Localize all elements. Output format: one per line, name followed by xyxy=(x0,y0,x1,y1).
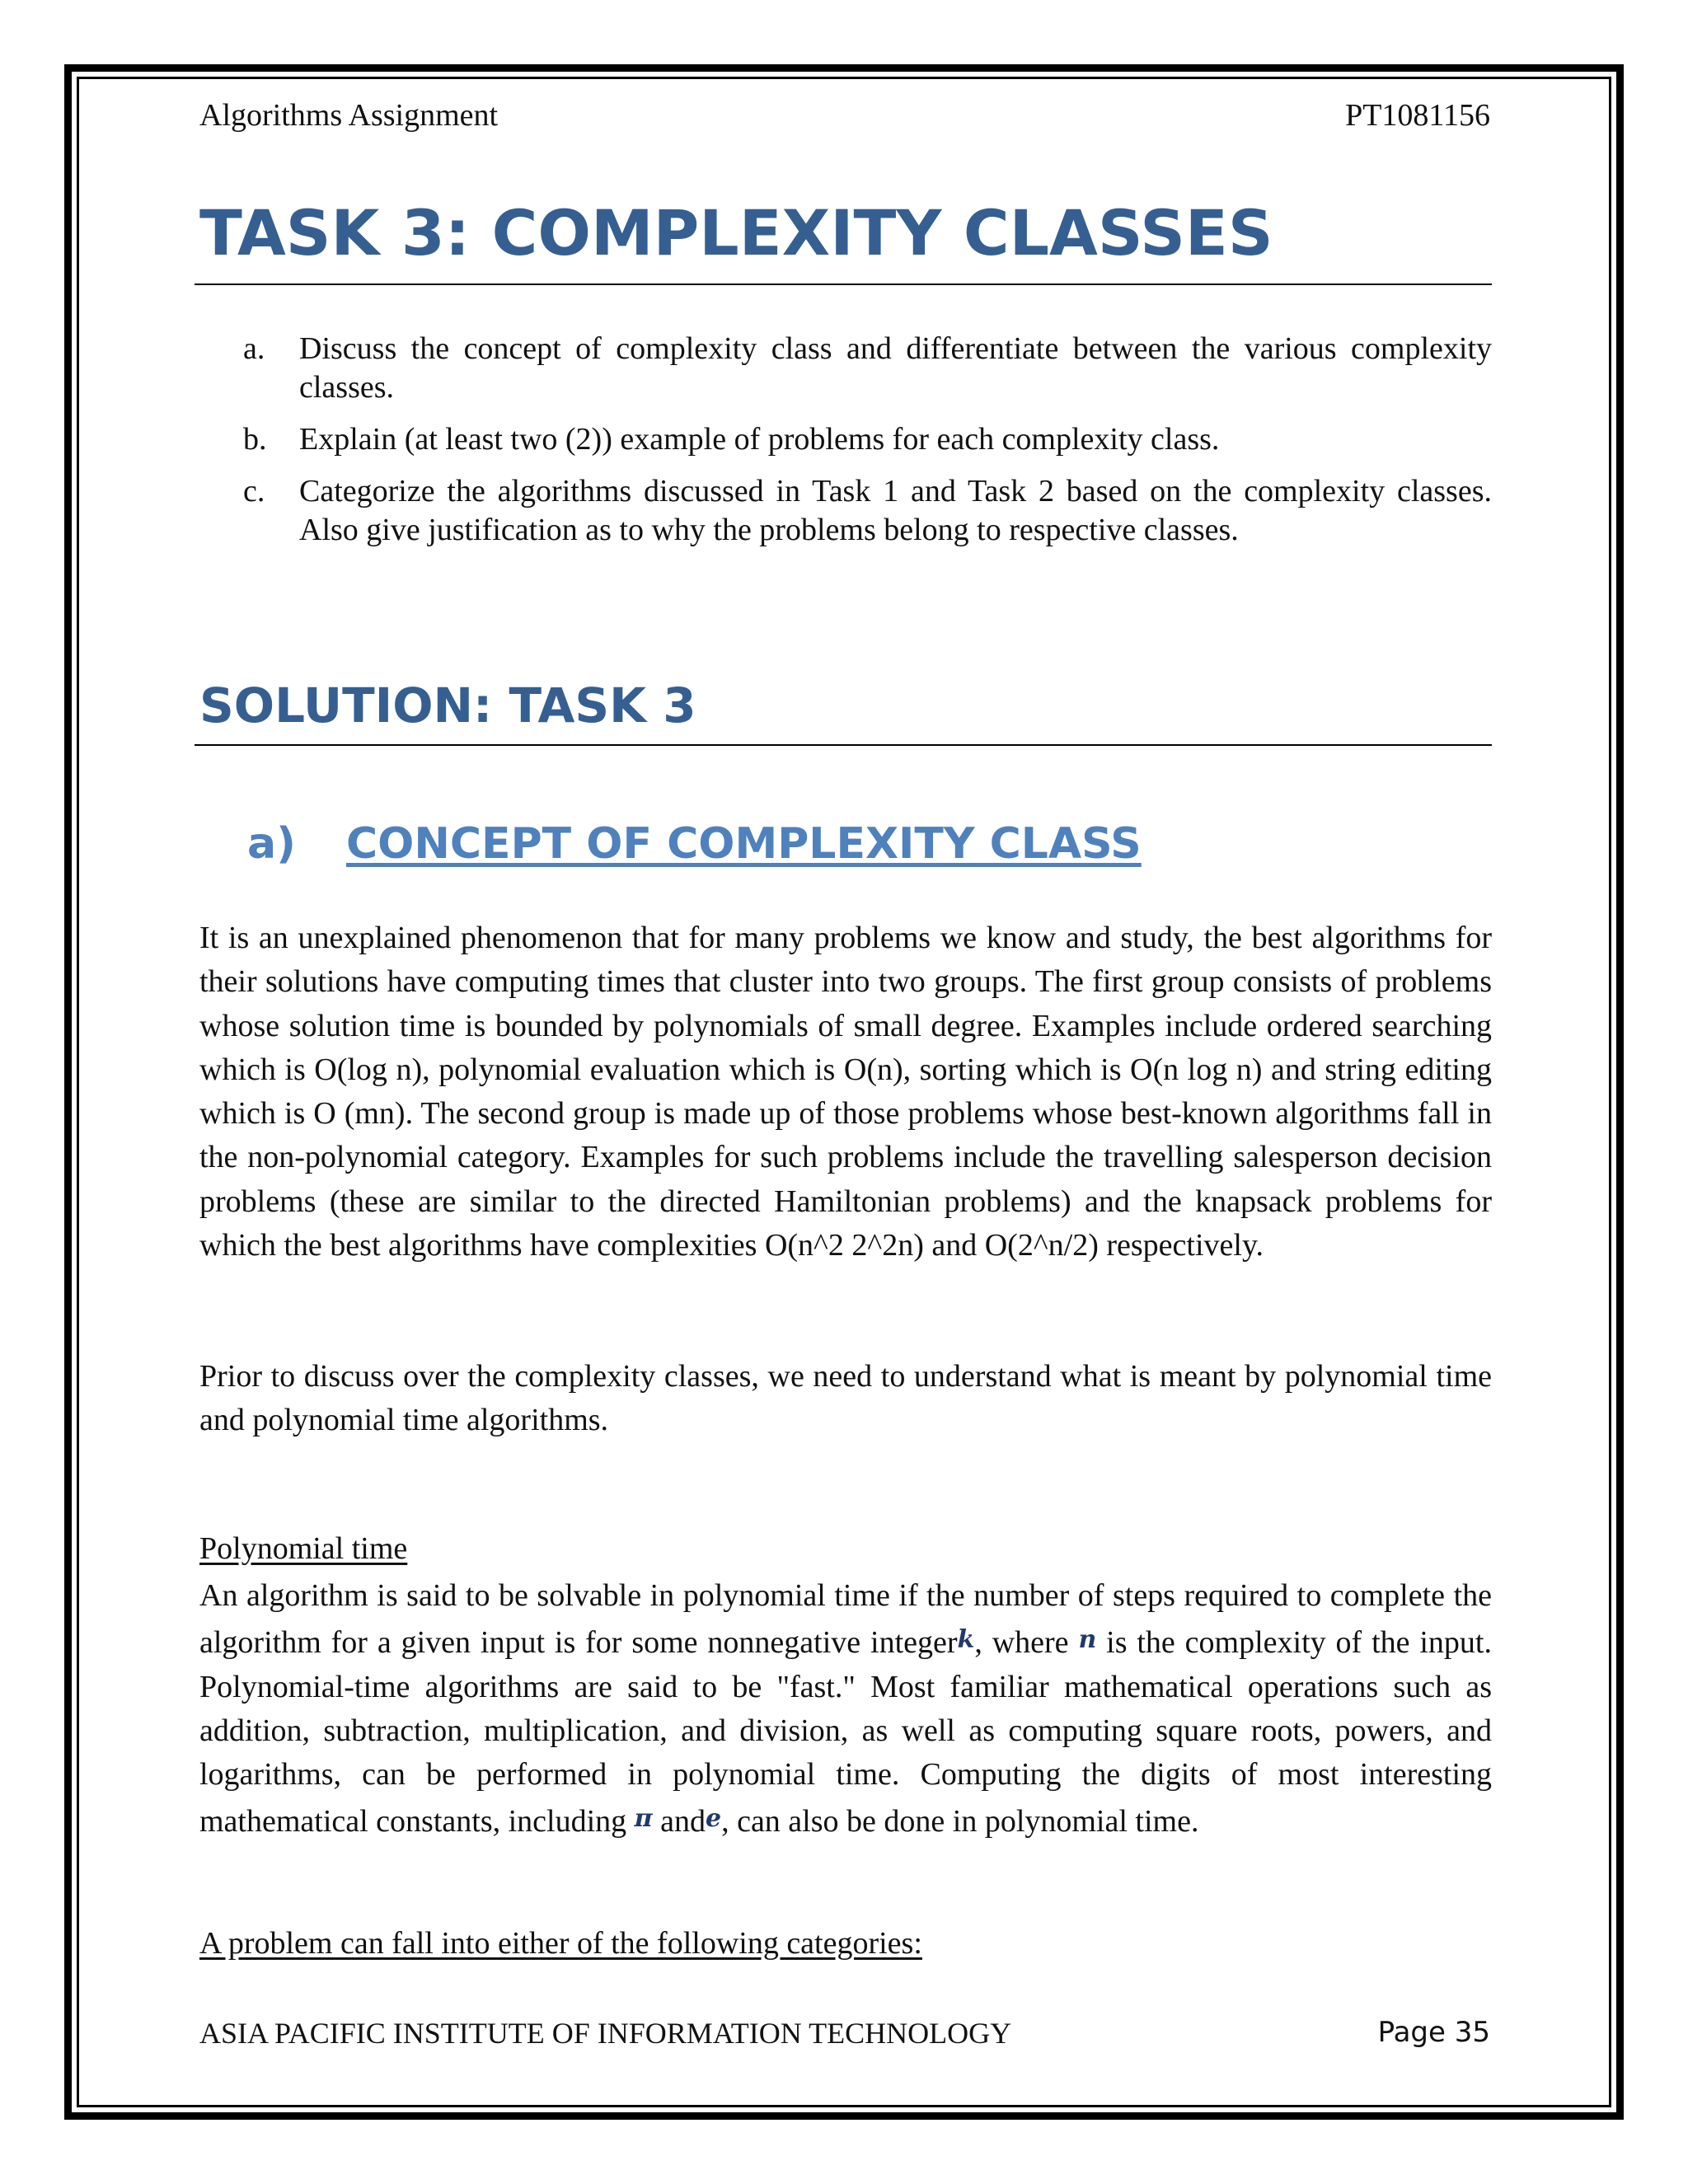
question-text: Categorize the algorithms discussed in Task 1 and Task 2 based on the complexity classes. Also give justification as to why the problems belong to respective classes. xyxy=(299,474,1492,547)
paragraph-text: is the complexity of the input. Polynomial-time algorithms are said to be "fast." Most familiar mathematical operations such as addition, subtraction, multiplication, and division, as well as computing square roots, powers, and logarithms, can be performed in polynomial time. Computing the digits of most interesting mathematical constants, including xyxy=(199,1625,1492,1840)
categories-heading: A problem can fall into either of the following categories: xyxy=(199,1926,922,1961)
question-text: Explain (at least two (2)) example of problems for each complexity class. xyxy=(299,422,1220,457)
paragraph-text: , can also be done in polynomial time. xyxy=(721,1804,1199,1840)
paragraph-text: An algorithm is said to be solvable in polynomial time if the number of steps required to complete the algorithm for a given input is for some nonnegative integer xyxy=(199,1578,1492,1661)
solution-title: SOLUTION: TASK 3 xyxy=(199,677,696,733)
k-symbol: k xyxy=(957,1625,975,1655)
solution-divider xyxy=(195,744,1492,746)
n-symbol: n xyxy=(1078,1625,1097,1655)
pi-symbol: π xyxy=(634,1804,653,1834)
polynomial-time-paragraph xyxy=(199,1574,1492,1844)
question-list xyxy=(243,330,1492,563)
section-marker: a) xyxy=(247,819,296,869)
intro-paragraph: It is an unexplained phenomenon that for many problems we know and study, the best algorithms for their solutions have computing times that cluster into two groups. The first group consists of problems whose solution time is bounded by polynomials of small degree. Examples include ordered searching which is O(log n), polynomial evaluation which is O(n), sorting which is O(n log n) and string editing which is O (mn). The second group is made up of those problems whose best-known algorithms fall in the non-polynomial category. Examples for such problems include the travelling salesperson decision problems (these are similar to the directed Hamiltonian problems) and the knapsack problems for which the best algorithms have complexities O(n^2 2^2n) and O(2^n/2) respectively. xyxy=(199,921,1492,1263)
footer-institute: ASIA PACIFIC INSTITUTE OF INFORMATION TECHNOLOGY xyxy=(199,2017,1012,2050)
prior-paragraph: Prior to discuss over the complexity classes, we need to understand what is meant by polynomial time and polynomial time algorithms. xyxy=(199,1359,1492,1438)
question-item xyxy=(243,330,1492,407)
question-item xyxy=(243,472,1492,550)
question-marker: a. xyxy=(243,331,265,366)
question-item xyxy=(243,420,1492,459)
header-course-title: Algorithms Assignment xyxy=(199,98,499,133)
task-title: TASK 3: COMPLEXITY CLASSES xyxy=(199,196,1273,269)
polynomial-time-heading: Polynomial time xyxy=(199,1531,408,1566)
e-symbol: e xyxy=(705,1804,722,1834)
question-marker: c. xyxy=(243,474,265,509)
footer-page-number: Page 35 xyxy=(1377,2016,1490,2049)
paragraph-text: and xyxy=(652,1804,706,1840)
question-marker: b. xyxy=(243,422,267,457)
paragraph-text: , where xyxy=(974,1625,1079,1661)
header-student-id: PT1081156 xyxy=(1345,98,1490,133)
question-text: Discuss the concept of complexity class and differentiate between the various complexity classes. xyxy=(299,331,1492,405)
section-title: CONCEPT OF COMPLEXITY CLASS xyxy=(346,819,1142,869)
title-divider xyxy=(195,284,1492,285)
